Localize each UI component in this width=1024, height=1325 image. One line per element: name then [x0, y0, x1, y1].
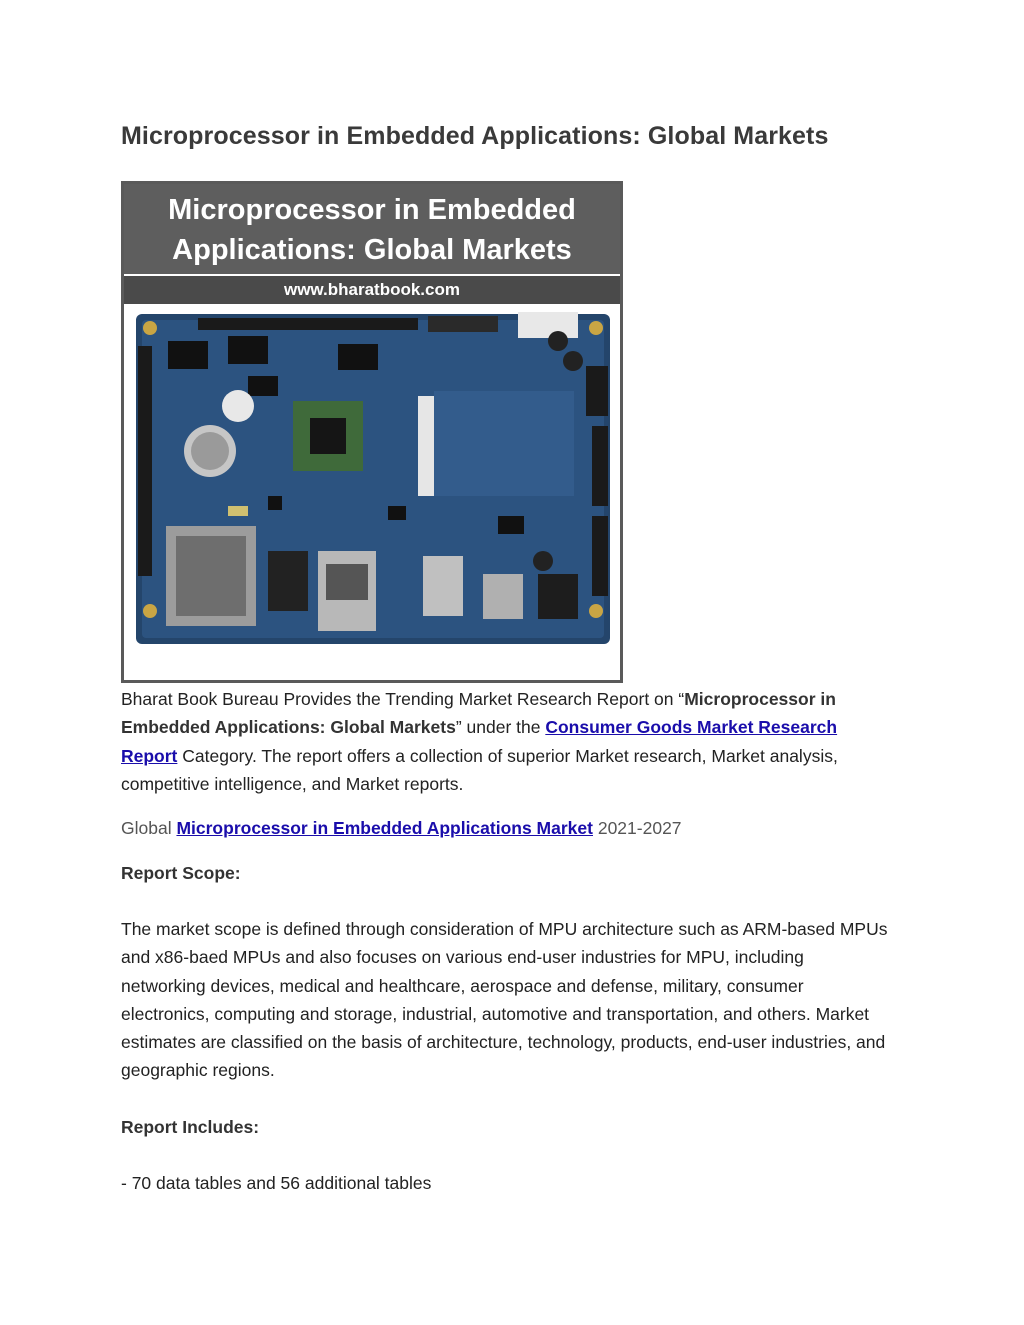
- intro-text-2: ” under the: [455, 717, 546, 738]
- banner-header: [124, 184, 620, 274]
- page-title: Microprocessor in Embedded Applications: Global Markets: [121, 122, 829, 150]
- category-link[interactable]: Consumer Goods Market Research Report: [121, 717, 838, 766]
- banner-title-line1: Microprocessor in Embedded: [168, 194, 576, 226]
- banner-site: www.bharatbook.com: [124, 274, 620, 304]
- report-includes-heading: Report Includes:: [121, 1117, 260, 1137]
- banner-title-line2: Applications: Global Markets: [172, 234, 572, 266]
- global-prefix: Global: [121, 818, 177, 838]
- global-suffix: 2021-2027: [592, 818, 682, 838]
- report-banner-image: [121, 181, 623, 683]
- report-name: Microprocessor in Embedded Applications: Global Markets: [121, 689, 836, 738]
- report-scope-body: The market scope is defined through consideration of MPU architecture such as ARM-based MPUs and x86-baed MPUs and also focuses on various end-user industries for MPU, including networking devices, medical and healthcare, aerospace and defense, military, consumer electronics, computing and storage, industrial, automotive and transportation, and others. Market estimates are classified on the basis of architecture, technology, products, end-user industries, and geographic regions.: [121, 919, 888, 1081]
- report-includes-item: - 70 data tables and 56 additional tables: [121, 1173, 432, 1193]
- circuit-board-illustration: [128, 306, 618, 678]
- intro-paragraph: [121, 685, 891, 798]
- global-line: [121, 814, 891, 842]
- market-link[interactable]: Microprocessor in Embedded Applications Market: [176, 818, 593, 838]
- intro-text-3: Category. The report offers a collection of superior Market research, Market analysis, competitive intelligence, and Market reports.: [121, 745, 838, 794]
- intro-text-1: Bharat Book Bureau Provides the Trending Market Research Report on “: [121, 689, 685, 709]
- report-scope-heading: Report Scope:: [121, 863, 241, 883]
